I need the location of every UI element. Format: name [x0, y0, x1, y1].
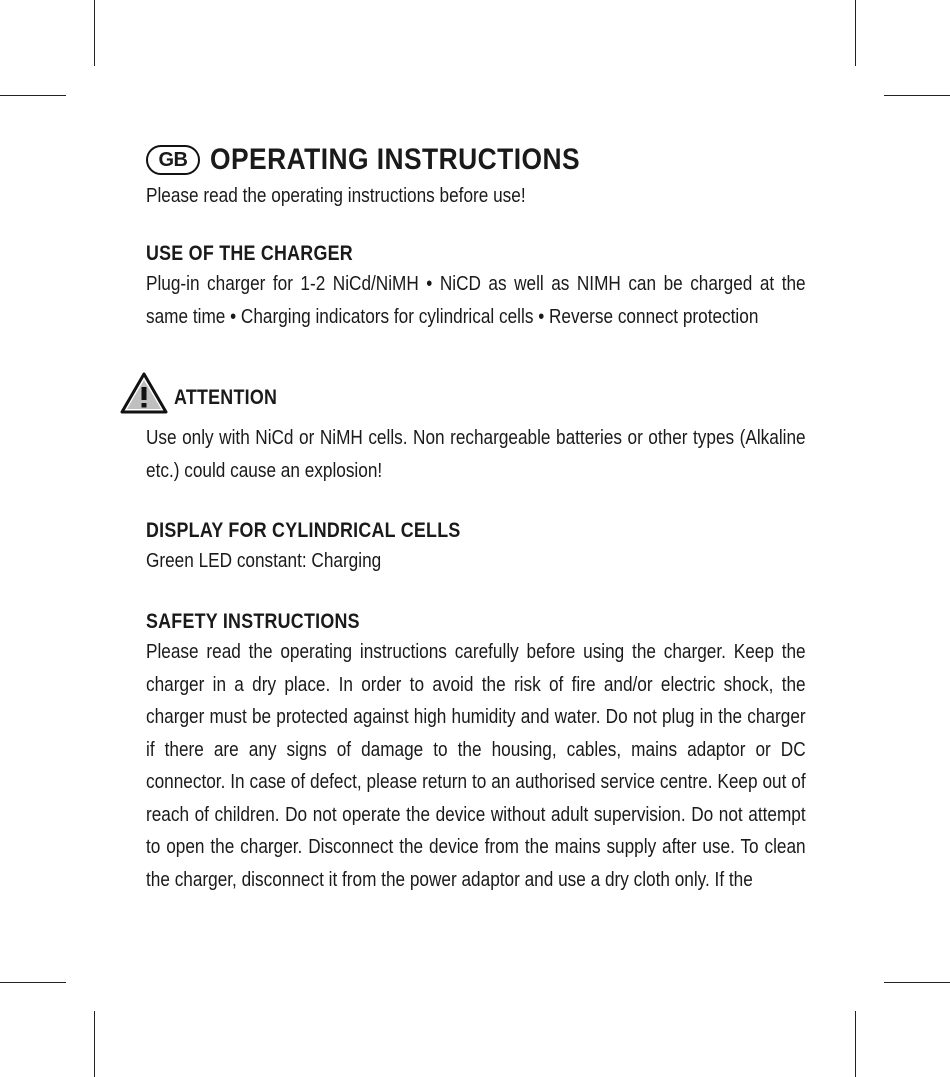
crop-mark-top-left-vertical [94, 0, 95, 66]
attention-heading-row [120, 372, 295, 414]
safety-section [146, 608, 806, 896]
display-heading: DISPLAY FOR CYLINDRICAL CELLS [146, 519, 461, 542]
attention-body: Use only with NiCd or NiMH cells. Non rechargeable batteries or other types (Alkaline etc.) could cause an explosion! [146, 427, 806, 482]
safety-heading: SAFETY INSTRUCTIONS [146, 610, 360, 633]
document-content [146, 136, 806, 891]
display-body: Green LED constant: Charging [146, 550, 382, 572]
warning-triangle-icon [120, 372, 168, 414]
use-of-charger-section [146, 240, 806, 333]
crop-mark-bottom-right-vertical [855, 1011, 856, 1077]
page-title: OPERATING INSTRUCTIONS [210, 143, 580, 176]
language-badge: GB [146, 145, 200, 175]
use-of-charger-heading: USE OF THE CHARGER [146, 242, 353, 265]
subtitle: Please read the operating instructions before use! [146, 185, 526, 207]
crop-mark-top-right-vertical [855, 0, 856, 66]
attention-heading: ATTENTION [174, 386, 278, 409]
crop-mark-bottom-right-horizontal [884, 982, 950, 983]
crop-mark-top-right-horizontal [884, 95, 950, 96]
display-section [146, 517, 806, 578]
crop-mark-bottom-left-vertical [94, 1011, 95, 1077]
crop-mark-top-left-horizontal [0, 95, 66, 96]
use-of-charger-body: Plug-in charger for 1-2 NiCd/NiMH • NiCD as well as NIMH can be charged at the same time • Charging indicators for cylindrical cells • Reverse connect protection [146, 273, 806, 328]
title-row [146, 136, 806, 184]
safety-body: Please read the operating instructions carefully before using the charger. Keep the charger in a dry place. In order to avoid the risk of fire and/or electric shock, the charger must be protected against high humidity and water. Do not plug in the charger if there are any signs of damage to the housing, cables, mains adaptor or DC connector. In case of defect, please return to an authorised service centre. Keep out of reach of children. Do not operate the device without adult supervision. Do not attempt to open the charger. Disconnect the device from the mains supply after use. To clean the charger, disconnect it from the power adaptor and use a dry cloth only. If the [146, 641, 806, 891]
crop-mark-bottom-left-horizontal [0, 982, 66, 983]
